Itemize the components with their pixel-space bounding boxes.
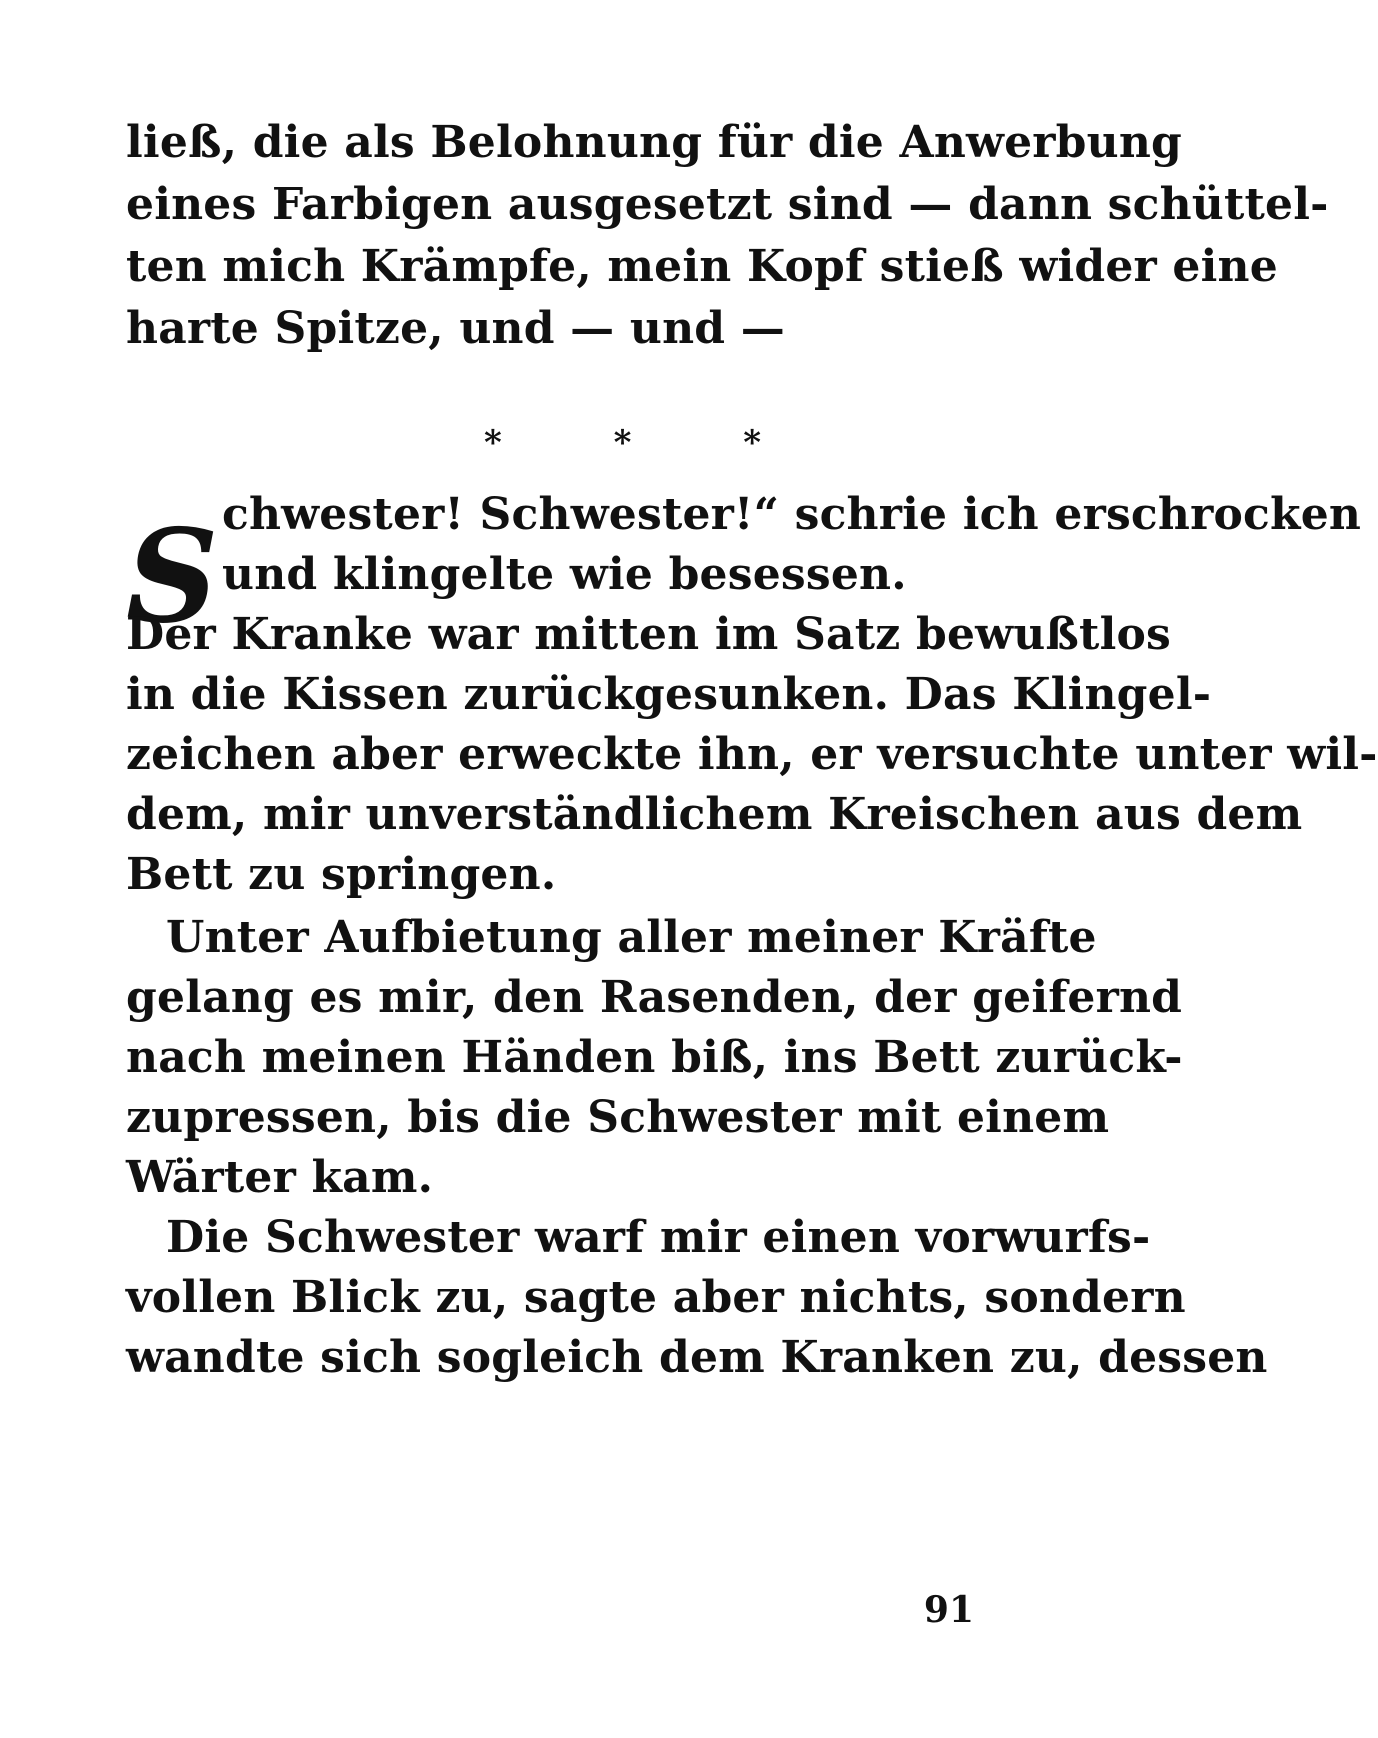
drop-cap: S	[126, 502, 219, 652]
text-line: zupressen, bis die Schwester mit einem	[126, 1092, 1110, 1143]
text-line: zeichen aber erweckte ihn, er versuchte unter wil-	[126, 729, 1378, 780]
text-line: chwester! Schwester!“ schrie ich erschrocken	[222, 489, 1362, 540]
text-line: gelang es mir, den Rasenden, der geifernd	[126, 972, 1183, 1023]
page-number: 91	[923, 1589, 974, 1631]
text-line: in die Kissen zurückgesunken. Das Klingel-	[126, 669, 1212, 720]
text-line: Die Schwester warf mir einen vorwurfs-	[166, 1212, 1151, 1263]
text-line: dem, mir unverständlichem Kreischen aus dem	[126, 789, 1303, 840]
text-line: vollen Blick zu, sagte aber nichts, sondern	[126, 1272, 1186, 1323]
text-line: ließ, die als Belohnung für die Anwerbung	[126, 117, 1182, 168]
text-line: Der Kranke war mitten im Satz bewußtlos	[126, 609, 1172, 660]
text-line: nach meinen Händen biß, ins Bett zurück-	[126, 1032, 1183, 1083]
text-line: wandte sich sogleich dem Kranken zu, dessen	[126, 1332, 1268, 1383]
text-line: Unter Aufbietung aller meiner Kräfte	[166, 912, 1097, 963]
text-line: harte Spitze, und — und —	[126, 303, 785, 354]
text-line: eines Farbigen ausgesetzt sind — dann schüttel-	[126, 179, 1329, 230]
text-line: Wärter kam.	[126, 1152, 434, 1203]
section-separator: * * *	[483, 423, 761, 463]
text-line: und klingelte wie besessen.	[222, 549, 907, 600]
text-line: ten mich Krämpfe, mein Kopf stieß wider eine	[126, 241, 1278, 292]
text-line: Bett zu springen.	[126, 849, 557, 900]
